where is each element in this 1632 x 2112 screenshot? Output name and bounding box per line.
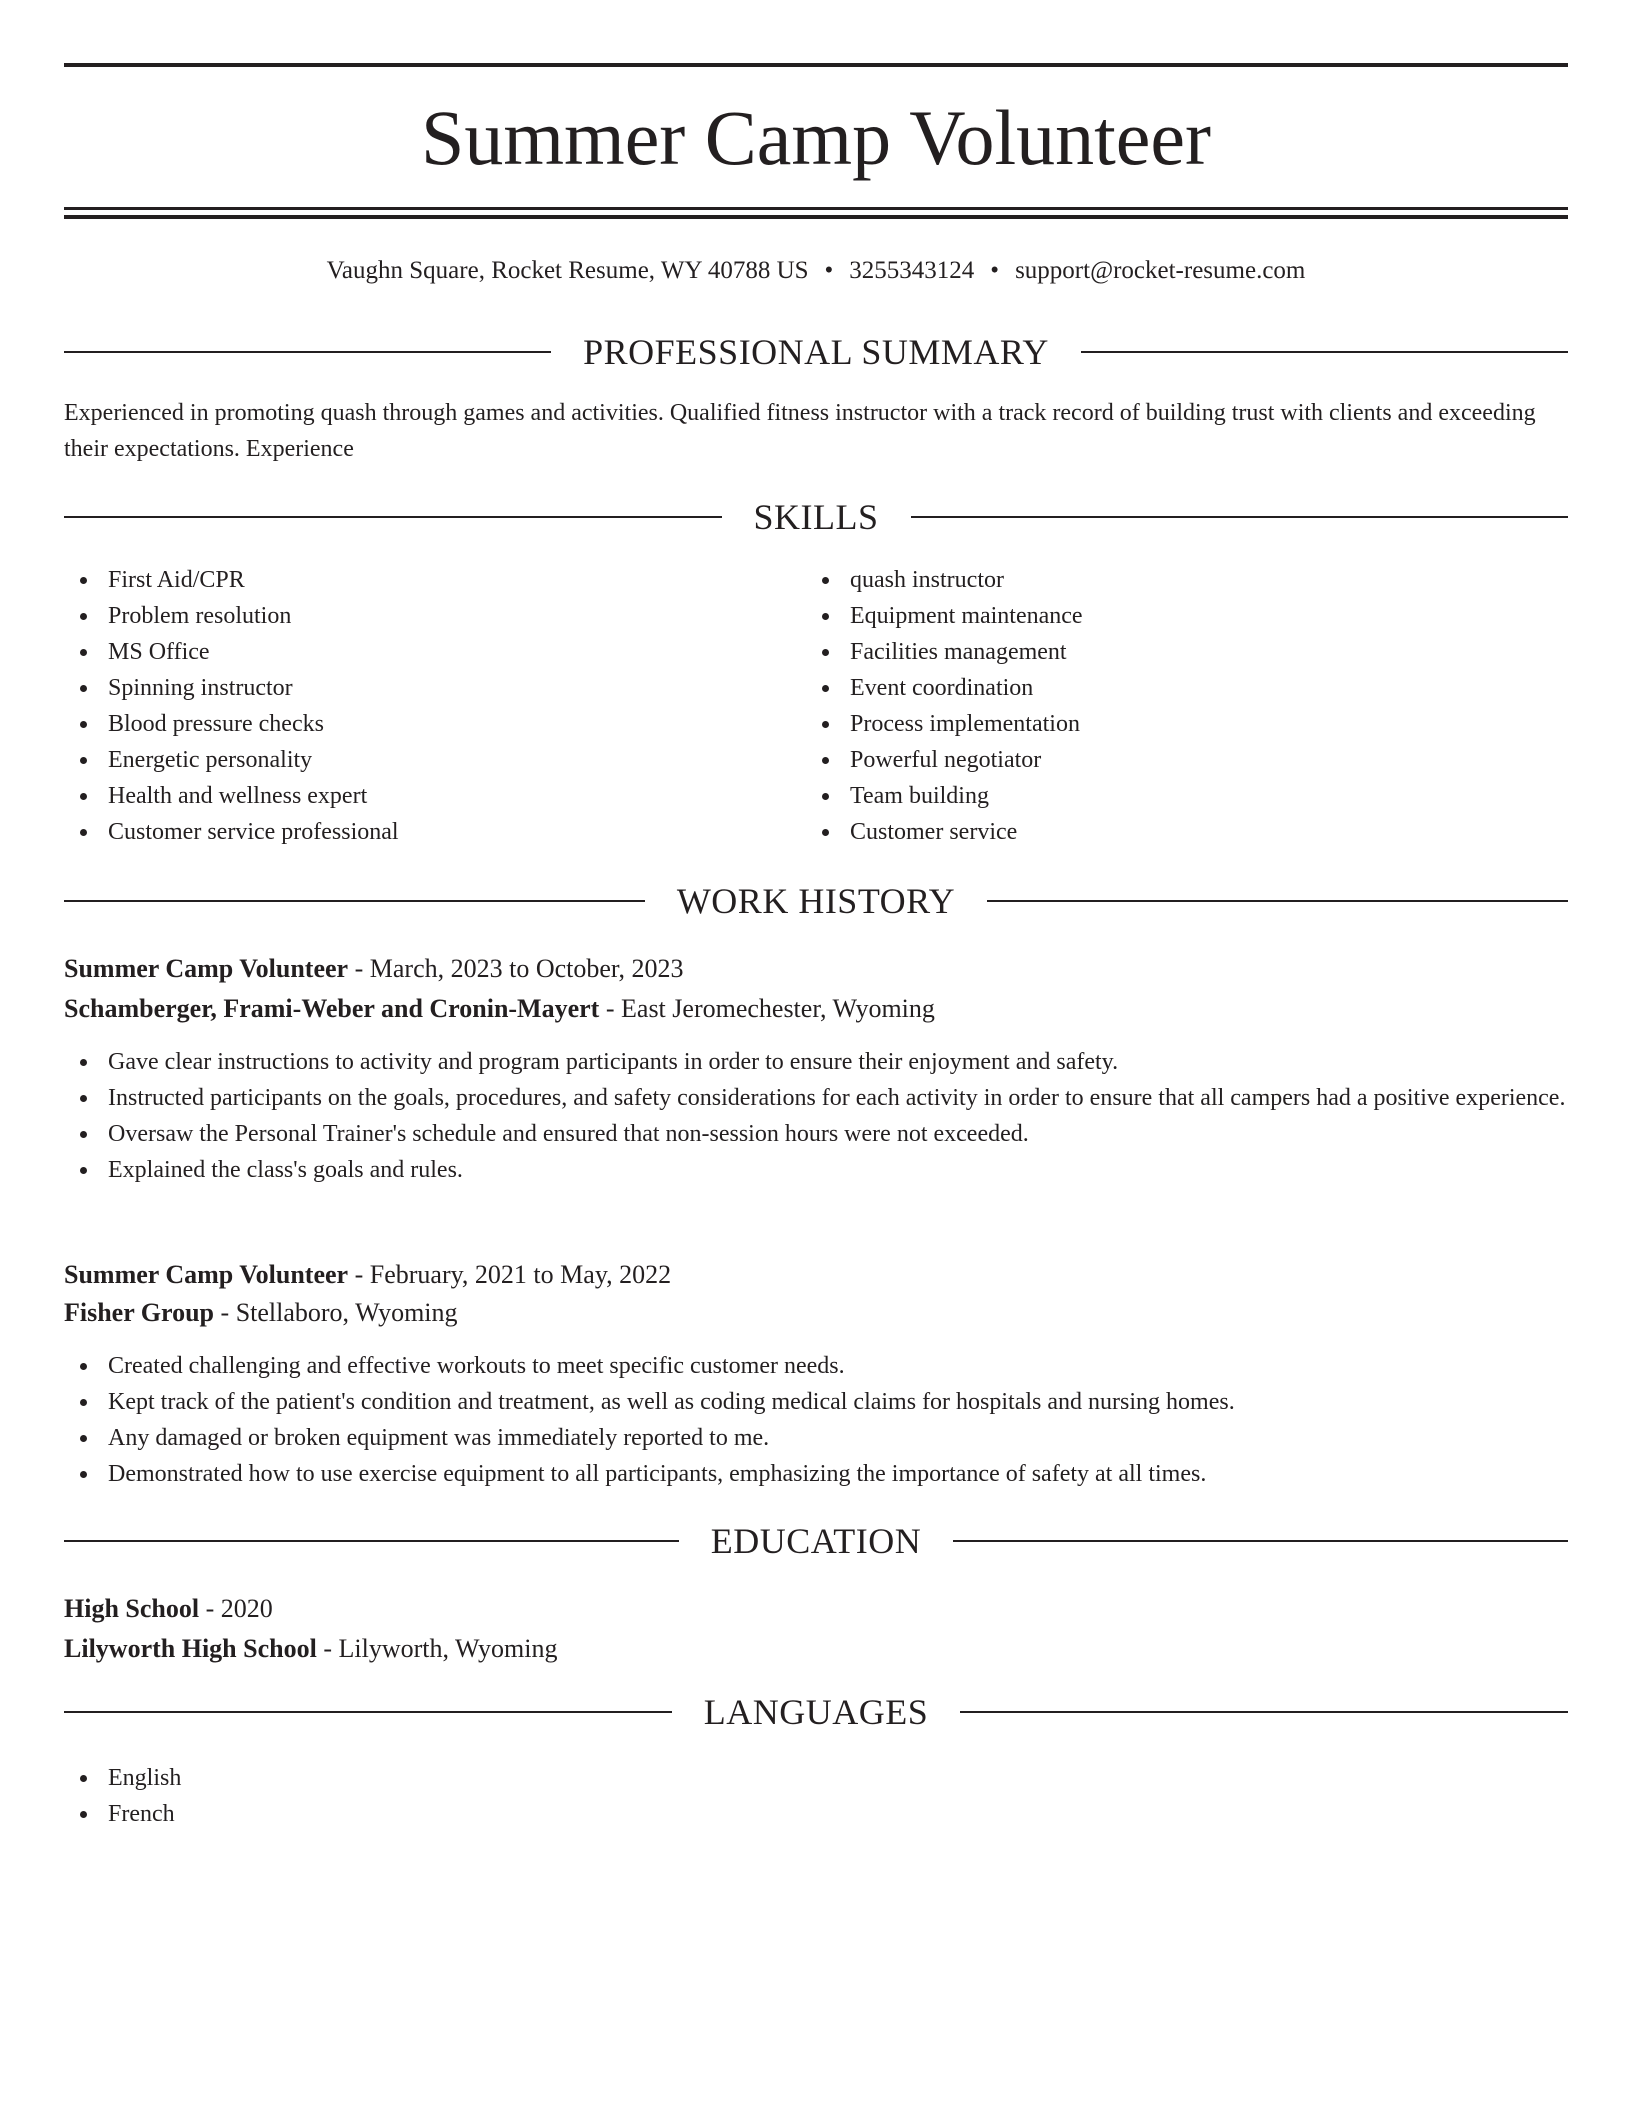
education-school: Lilyworth High School <box>64 1634 317 1663</box>
dash: - <box>348 1260 370 1289</box>
work-heading <box>64 879 1568 923</box>
languages-list <box>64 1760 804 1832</box>
heading-rule-right <box>911 516 1569 518</box>
job-dates: March, 2023 to October, 2023 <box>369 954 684 983</box>
skill-item: First Aid/CPR <box>64 562 804 598</box>
skill-item: Energetic personality <box>64 742 804 778</box>
skill-item: Process implementation <box>806 706 1546 742</box>
skill-item: Team building <box>806 778 1546 814</box>
contact-separator: • <box>990 257 1000 284</box>
education-year: 2020 <box>220 1594 273 1623</box>
job-role: Summer Camp Volunteer <box>64 954 349 983</box>
job-location: Stellaboro, Wyoming <box>235 1298 458 1327</box>
job-bullet: Created challenging and effective workouts to meet specific customer needs. <box>64 1348 1568 1384</box>
heading-rule-left <box>64 1540 679 1542</box>
header-bottom-rule-thick <box>64 215 1568 219</box>
education-degree: High School <box>64 1594 200 1623</box>
job-company: Fisher Group <box>64 1298 215 1327</box>
job-bullets <box>64 1348 1568 1492</box>
languages-heading <box>64 1690 1568 1734</box>
skill-item: Facilities management <box>806 634 1546 670</box>
heading-rule-left <box>64 516 722 518</box>
job-title-line <box>64 950 1568 988</box>
dash: - <box>599 994 622 1023</box>
header-top-rule <box>64 63 1568 67</box>
job-bullets <box>64 1044 1568 1188</box>
job-bullet: Kept track of the patient's condition and treatment, as well as coding medical claims for hospitals and nursing homes. <box>64 1384 1568 1420</box>
heading-rule-left <box>64 900 645 902</box>
heading-rule-right <box>987 900 1568 902</box>
job-bullet: Demonstrated how to use exercise equipment to all participants, emphasizing the importance of safety at all times. <box>64 1456 1568 1492</box>
skill-item: MS Office <box>64 634 804 670</box>
work-title: WORK HISTORY <box>676 881 956 921</box>
skills-title: SKILLS <box>753 497 879 537</box>
job-bullet: Explained the class's goals and rules. <box>64 1152 1568 1188</box>
contact-separator: • <box>824 257 834 284</box>
heading-rule-left <box>64 351 551 353</box>
contact-email: support@rocket-resume.com <box>1015 257 1306 284</box>
skill-item: Powerful negotiator <box>806 742 1546 778</box>
job-bullet: Gave clear instructions to activity and program participants in order to ensure their enjoyment and safety. <box>64 1044 1568 1080</box>
education-school-line <box>64 1630 1568 1668</box>
contact-phone: 3255343124 <box>849 257 975 284</box>
job-location: East Jeromechester, Wyoming <box>621 994 935 1023</box>
skill-item: Event coordination <box>806 670 1546 706</box>
skill-item: Customer service <box>806 814 1546 850</box>
dash: - <box>199 1594 221 1623</box>
contact-line <box>64 252 1568 290</box>
summary-text: Experienced in promoting quash through games and activities. Qualified fitness instructor with a track record of building trust with clients and exceeding their expectations. Experience <box>64 400 1536 462</box>
heading-rule-right <box>1081 351 1568 353</box>
skill-item: Spinning instructor <box>64 670 804 706</box>
heading-rule-right <box>953 1540 1568 1542</box>
job-company-line <box>64 1294 1568 1332</box>
languages-title: LANGUAGES <box>703 1692 929 1732</box>
summary-heading <box>64 330 1568 374</box>
skills-list-left <box>64 562 804 850</box>
heading-rule-right <box>960 1711 1568 1713</box>
job-bullet: Oversaw the Personal Trainer's schedule and ensured that non-session hours were not exceeded. <box>64 1116 1568 1152</box>
contact-address: Vaughn Square, Rocket Resume, WY 40788 US <box>326 257 809 284</box>
header-bottom-rule <box>64 207 1568 210</box>
skill-item: Problem resolution <box>64 598 804 634</box>
education-location: Lilyworth, Wyoming <box>338 1634 558 1663</box>
job-bullet: Instructed participants on the goals, procedures, and safety considerations for each activity in order to ensure that all campers had a positive experience. <box>64 1080 1568 1116</box>
skill-item: Blood pressure checks <box>64 706 804 742</box>
dash: - <box>214 1298 236 1327</box>
dash: - <box>316 1634 339 1663</box>
skill-item: quash instructor <box>806 562 1546 598</box>
job-dates: February, 2021 to May, 2022 <box>369 1260 672 1289</box>
resume-name: Summer Camp Volunteer <box>420 94 1212 181</box>
skill-item: Customer service professional <box>64 814 804 850</box>
job-company-line <box>64 990 1568 1028</box>
job-company: Schamberger, Frami-Weber and Cronin-Mayert <box>64 994 600 1023</box>
job-role: Summer Camp Volunteer <box>64 1260 349 1289</box>
language-item: French <box>64 1796 804 1832</box>
skill-item: Equipment maintenance <box>806 598 1546 634</box>
skill-item: Health and wellness expert <box>64 778 804 814</box>
job-title-line <box>64 1256 1568 1294</box>
heading-rule-left <box>64 1711 672 1713</box>
skills-heading <box>64 495 1568 539</box>
education-heading <box>64 1519 1568 1563</box>
summary-title: PROFESSIONAL SUMMARY <box>583 332 1049 372</box>
language-item: English <box>64 1760 804 1796</box>
job-bullet: Any damaged or broken equipment was immediately reported to me. <box>64 1420 1568 1456</box>
education-degree-line <box>64 1590 1568 1628</box>
skills-list-right <box>806 562 1546 850</box>
dash: - <box>348 954 370 983</box>
education-title: EDUCATION <box>710 1521 922 1561</box>
